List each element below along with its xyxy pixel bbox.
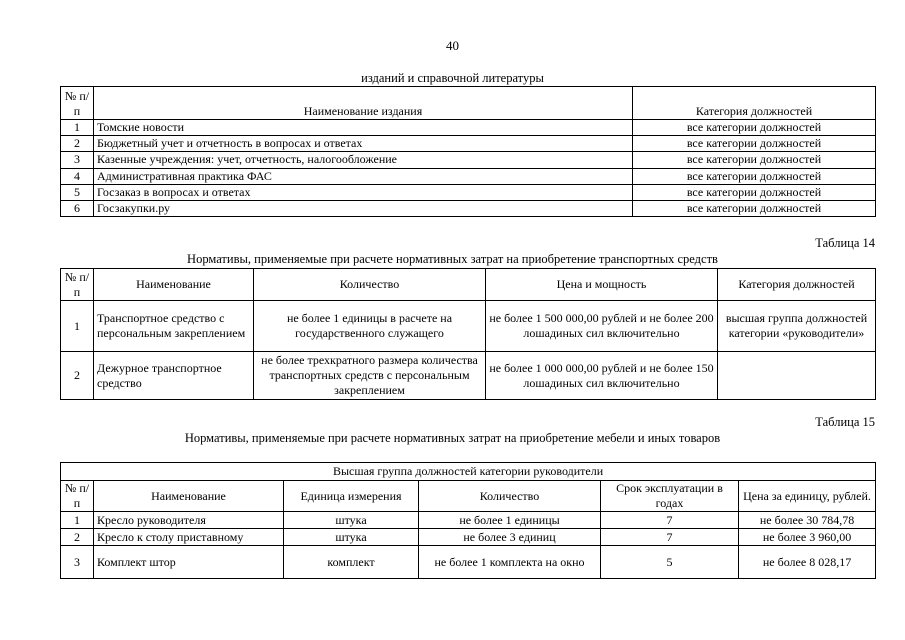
cell-num: 1: [61, 120, 94, 136]
table-row: [61, 184, 876, 200]
cell-term: 5: [601, 546, 739, 579]
cell-price: не более 8 028,17: [739, 546, 876, 579]
cell-num: 3: [61, 152, 94, 168]
cell-name: Транспортное средство с персональным закреплением: [94, 301, 254, 352]
header-price: Цена и мощность: [486, 269, 718, 301]
cell-name: Казенные учреждения: учет, отчетность, налогообложение: [94, 152, 633, 168]
header-price: Цена за единицу, рублей.: [739, 481, 876, 512]
cell-category: все категории должностей: [633, 184, 876, 200]
cell-name: Дежурное транспортное средство: [94, 352, 254, 400]
header-term: Срок эксплуатации в годах: [601, 481, 739, 512]
table-row: [61, 352, 876, 400]
table-row: [61, 529, 876, 546]
cell-quantity: не более 1 единицы: [419, 512, 601, 529]
table-row: [61, 152, 876, 168]
cell-category: все категории должностей: [633, 152, 876, 168]
header-num: № п/п: [61, 269, 94, 301]
cell-num: 6: [61, 200, 94, 216]
cell-quantity: не более трехкратного размера количества транспортных средств с персональным закреплением: [254, 352, 486, 400]
cell-quantity: не более 3 единиц: [419, 529, 601, 546]
table15-caption: Нормативы, применяемые при расчете нормативных затрат на приобретение мебели и иных товаров: [184, 431, 721, 445]
cell-name: Комплект штор: [94, 546, 284, 579]
header-name: Наименование: [94, 481, 284, 512]
cell-category: все категории должностей: [633, 120, 876, 136]
table14-caption: Нормативы, применяемые при расчете нормативных затрат на приобретение транспортных средств: [187, 252, 718, 266]
cell-name: Томские новости: [94, 120, 633, 136]
cell-category: все категории должностей: [633, 168, 876, 184]
cell-category: [718, 352, 876, 400]
cell-price: не более 1 500 000,00 рублей и не более 200 лошадиных сил включительно: [486, 301, 718, 352]
furniture-table: [60, 462, 876, 579]
section1-caption: изданий и справочной литературы: [361, 71, 544, 85]
table-row: [61, 301, 876, 352]
table-row: [61, 136, 876, 152]
cell-num: 1: [61, 512, 94, 529]
cell-term: 7: [601, 529, 739, 546]
cell-name: Госзаказ в вопросах и ответах: [94, 184, 633, 200]
cell-num: 4: [61, 168, 94, 184]
cell-price: не более 30 784,78: [739, 512, 876, 529]
cell-num: 2: [61, 529, 94, 546]
page-number: 40: [446, 38, 459, 53]
cell-num: 1: [61, 301, 94, 352]
cell-category: все категории должностей: [633, 136, 876, 152]
group-header: Высшая группа должностей категории руководители: [61, 463, 876, 481]
cell-category: все категории должностей: [633, 200, 876, 216]
header-quantity: Количество: [254, 269, 486, 301]
cell-unit: комплект: [284, 546, 419, 579]
header-name: Наименование: [94, 269, 254, 301]
cell-name: Административная практика ФАС: [94, 168, 633, 184]
cell-price: не более 3 960,00: [739, 529, 876, 546]
transport-table: [60, 268, 876, 400]
header-category: Категория должностей: [718, 269, 876, 301]
table-row: [61, 168, 876, 184]
table-header-row: [61, 269, 876, 301]
header-unit: Единица измерения: [284, 481, 419, 512]
header-num: № п/п: [61, 87, 94, 120]
cell-quantity: не более 1 комплекта на окно: [419, 546, 601, 579]
cell-name: Бюджетный учет и отчетность в вопросах и ответах: [94, 136, 633, 152]
cell-num: 2: [61, 136, 94, 152]
table-row: [61, 512, 876, 529]
cell-name: Госзакупки.ру: [94, 200, 633, 216]
table-row: [61, 546, 876, 579]
cell-quantity: не более 1 единицы в расчете на государственного служащего: [254, 301, 486, 352]
header-category: Категория должностей: [633, 87, 876, 120]
table-row: [61, 200, 876, 216]
group-header-row: [61, 463, 876, 481]
table15-label: Таблица 15: [815, 415, 875, 429]
table-row: [61, 120, 876, 136]
cell-unit: штука: [284, 512, 419, 529]
header-num: № п/п: [61, 481, 94, 512]
cell-price: не более 1 000 000,00 рублей и не более 150 лошадиных сил включительно: [486, 352, 718, 400]
cell-name: Кресло к столу приставному: [94, 529, 284, 546]
cell-category: высшая группа должностей категории «руководители»: [718, 301, 876, 352]
header-quantity: Количество: [419, 481, 601, 512]
header-name: Наименование издания: [94, 87, 633, 120]
cell-num: 2: [61, 352, 94, 400]
publications-table: [60, 86, 876, 217]
table-header-row: [61, 481, 876, 512]
cell-name: Кресло руководителя: [94, 512, 284, 529]
table-header-row: [61, 87, 876, 120]
cell-num: 3: [61, 546, 94, 579]
table14-label: Таблица 14: [815, 236, 875, 250]
cell-unit: штука: [284, 529, 419, 546]
cell-num: 5: [61, 184, 94, 200]
cell-term: 7: [601, 512, 739, 529]
